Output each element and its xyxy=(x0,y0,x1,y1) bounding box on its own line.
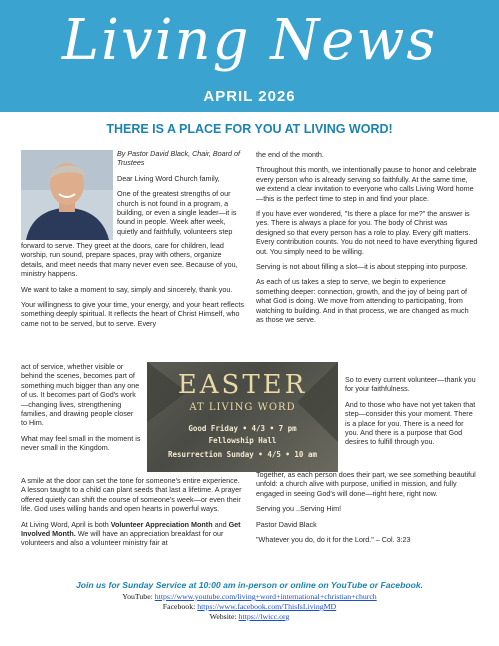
byline: By Pastor David Black, Chair, Board of Trustees xyxy=(117,149,241,168)
fellowship-hall-line: Fellowship Hall xyxy=(208,436,277,445)
right-paragraph-7: And to those who have not yet taken that step—consider this your moment. There is a place for you. There is a need for you. And there is a purpose that God desires to fulfill through you. xyxy=(345,399,476,447)
youtube-line xyxy=(0,592,499,601)
facebook-label: Facebook: xyxy=(162,602,198,611)
paragraph-3: Your willingness to give your time, your energy, and your heart reflects something deeply spiritual. It reflects the heart of Christ Himself, who came not to be served, but to serve. Every xyxy=(21,300,244,328)
article-column-left-wrap xyxy=(21,362,141,459)
service-invitation: Join us for Sunday Service at 10:00 am in-person or online on YouTube or Facebook. xyxy=(75,580,423,590)
paragraph-5: A smile at the door can set the tone for someone's entire experience. A lesson taught to a child can plant seeds that last a lifetime. A prayer offered quietly can shift the course of someone's week—or even their life. God uses willing hands and open hearts in powerful ways. xyxy=(21,476,242,514)
easter-subtitle: AT LIVING WORD xyxy=(189,402,296,413)
resurrection-sunday-line: Resurrection Sunday • 4/5 • 10 am xyxy=(167,450,317,459)
website-label: Website: xyxy=(209,612,239,621)
issue-date: APRIL 2026 xyxy=(203,88,296,105)
get-involved-label: Get Involved Month. xyxy=(21,519,241,539)
salutation: Dear Living Word Church family, xyxy=(117,173,220,183)
right-paragraph-5: As each of us takes a step to serve, we begin to experience something deeper: connection, growth, and the joy of being part of what God is doing. We move from attending to participating, from watching to building. And in that process, we are changed as much as those we serve. xyxy=(256,277,469,325)
right-paragraph-6: So to every current volunteer—thank you for your faithfulness. xyxy=(345,375,476,394)
good-friday-line: Good Friday • 4/3 • 7 pm xyxy=(188,424,297,433)
easter-title: EASTER xyxy=(177,370,308,400)
scripture-quote: "Whatever you do, do it for the Lord." – Col. 3:23 xyxy=(256,535,411,545)
paragraph-3-rest: act of service, whether visible or behind the scenes, becomes part of something much bigger than any one of us. It becomes part of God's work—changing lives, strengthening families, and drawing people closer to Him. xyxy=(21,362,140,428)
youtube-link[interactable]: https://www.youtube.com/living+word+international+christian+church xyxy=(154,592,377,601)
paragraph-6-a: At Living Word, April is both xyxy=(21,519,111,529)
article-column-left-bottom xyxy=(21,476,245,554)
facebook-line xyxy=(0,602,499,611)
right-paragraph-4: Serving is not about filling a slot—it is about stepping into purpose. xyxy=(256,262,468,272)
article-headline: THERE IS A PLACE FOR YOU AT LIVING WORD! xyxy=(106,122,393,136)
website-link[interactable]: https://lwicc.org xyxy=(238,612,290,621)
article-column-right-top xyxy=(256,150,478,331)
paragraph-1-rest: forward to serve. They greet at the doors, care for children, lead worship, run sound, prepare spaces, pray with others, organize details, and meet needs that many never even see. Because of you, ministry happens. xyxy=(21,241,238,279)
paragraph-6-c: and xyxy=(212,519,229,529)
newsletter-title: Living News xyxy=(61,8,438,73)
closing-line: Serving you ..Serving Him! xyxy=(256,504,342,514)
youtube-label: YouTube: xyxy=(122,592,155,601)
right-paragraph-8: Together, as each person does their part, we see something beautiful unfold: a church alive with purpose, unified in mission, and fully engaged in seeing God's will done—right here, right now. xyxy=(256,470,476,498)
paragraph-2: We want to take a moment to say, simply and sincerely, thank you. xyxy=(21,284,233,294)
volunteer-month-label: Volunteer Appreciation Month xyxy=(110,519,213,529)
right-paragraph-2: Throughout this month, we intentionally pause to honor and celebrate every person who is already serving so faithfully. At the same time, we extend a clear invitation to everyone who calls Living Word home—this is the perfect time to step in and find your place. xyxy=(256,165,477,203)
paragraph-1-top: One of the greatest strengths of our church is not found in a program, a building, or even a single leader—it is found in people. Week after week, quietly and faithfully, volunteers step xyxy=(117,189,237,236)
article-column-left-top xyxy=(117,149,245,242)
right-paragraph-3: If you have ever wondered, "Is there a place for me?" the answer is yes. There is always a place for you. The body of Christ was designed so that every person has a role to play. Every gift matters. Every contribution counts. You do not need to have everything figured out. You simply need to be willing. xyxy=(256,209,478,256)
article-column-right-bottom xyxy=(256,470,478,550)
easter-event-graphic xyxy=(147,362,338,472)
website-line xyxy=(0,612,499,621)
article-column-right-wrap xyxy=(345,375,478,453)
signature-name: Pastor David Black xyxy=(256,519,317,529)
paragraph-4: What may feel small in the moment is never small in the Kingdom. xyxy=(21,433,141,453)
facebook-link[interactable]: https://www.facebook.com/ThisIsLivingMD xyxy=(197,602,337,611)
right-paragraph-1: the end of the month. xyxy=(256,150,324,159)
pastor-portrait-photo xyxy=(21,150,113,240)
masthead-banner xyxy=(0,0,499,112)
paragraph-6 xyxy=(21,520,245,548)
paragraph-6-e: We will have an appreciation breakfast for our volunteers and also a volunteer ministry fair at xyxy=(21,529,224,548)
article-column-left-middle xyxy=(21,241,245,334)
